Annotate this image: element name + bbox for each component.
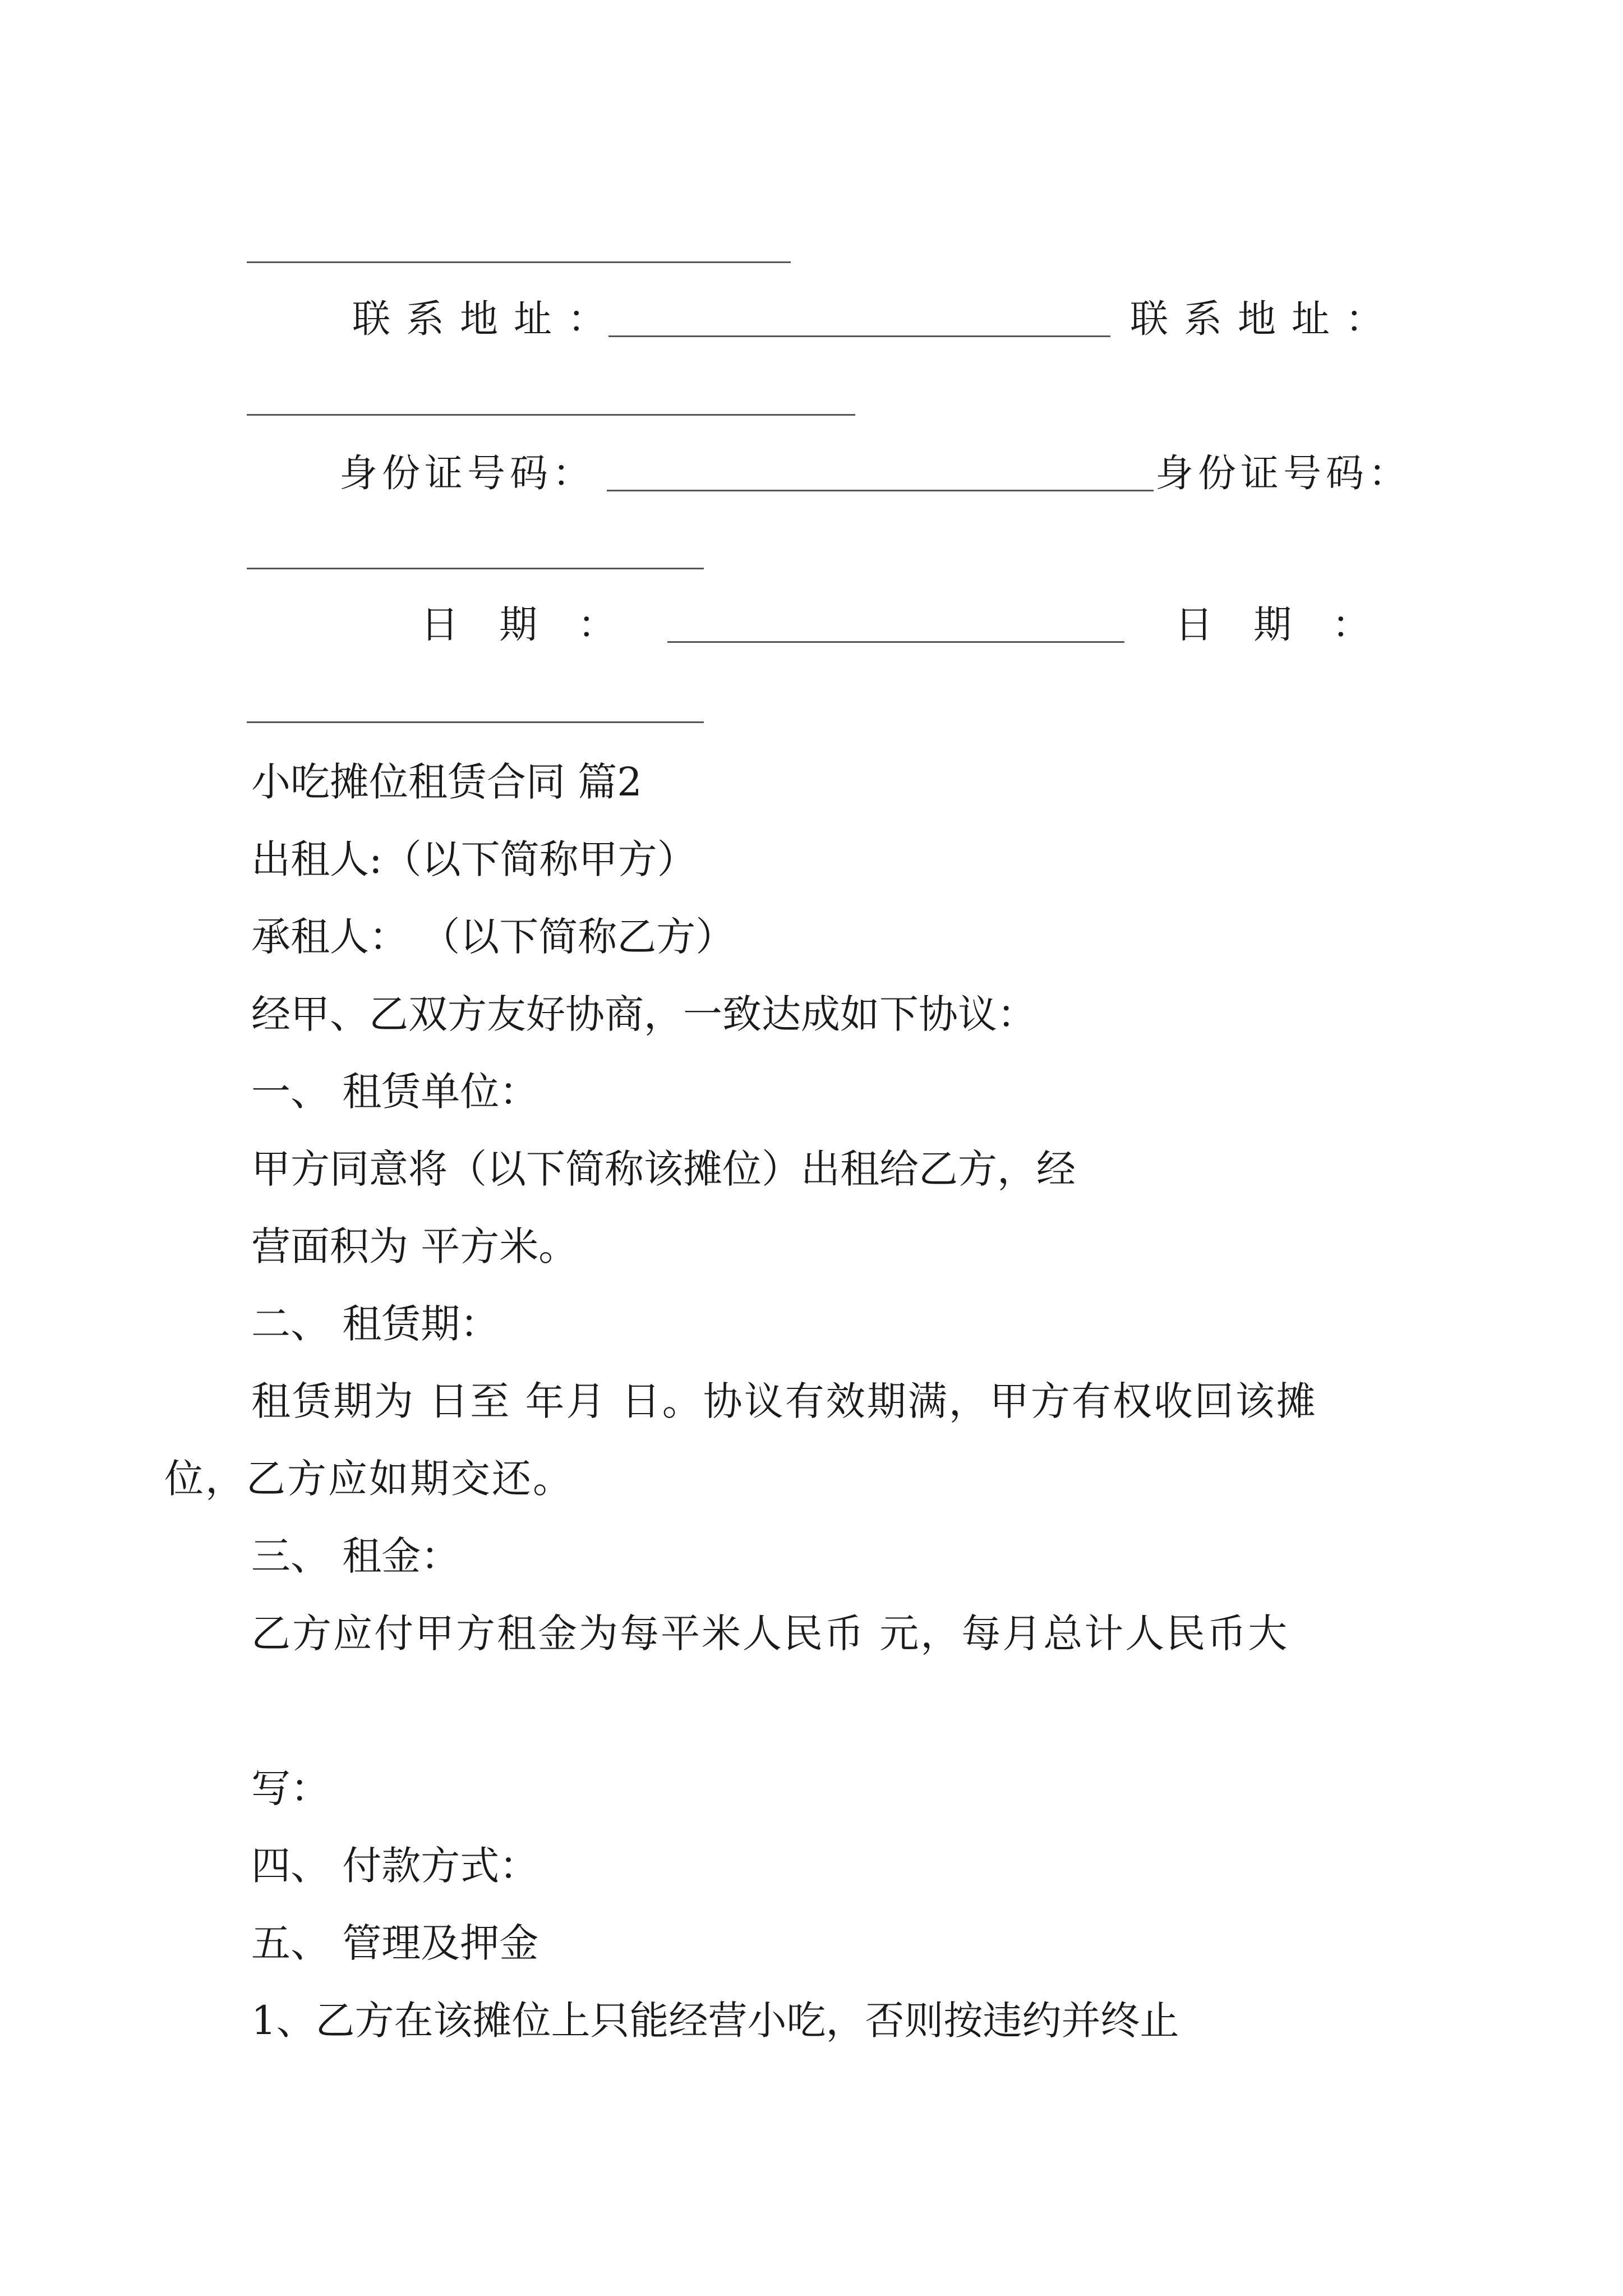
date-label-left-3: ： [578, 603, 616, 647]
lessor-line: 出租人:（以下简称甲方） [251, 836, 697, 882]
section-2-title: 二、 租赁期： [251, 1301, 500, 1347]
section-4-title: 四、 付款方式： [251, 1843, 539, 1889]
date-blank-right [247, 721, 704, 723]
section-1-body-line-1: 甲方同意将（以下简称该摊位）出租给乙方，经 [251, 1146, 1076, 1192]
section-2-body: 租赁期为 日至 年月 日。协议有效期满，甲方有权收回该摊位，乙方应如期交还。 [164, 1378, 1317, 1502]
date-label-right-2: 期 [1253, 603, 1292, 647]
id-label-right: 身份证号码： [1155, 452, 1412, 496]
section-3-body: 乙方应付甲方租金为每平米人民币 元，每月总计人民币大 [251, 1611, 1289, 1657]
address-label-right: 联系地址： [1130, 297, 1400, 342]
id-blank-right [247, 568, 704, 569]
section-3-body-line-2: 写： [251, 1765, 330, 1811]
date-blank-left [667, 641, 1124, 643]
section-1-body-line-2: 营面积为 平方米。 [251, 1223, 578, 1269]
address-blank-right [247, 414, 855, 416]
date-label-left-1: 日 [421, 603, 459, 647]
section-5-title: 五、 管理及押金 [251, 1920, 539, 1966]
address-row [0, 292, 1623, 348]
address-blank-left [608, 335, 1110, 337]
date-row [0, 597, 1623, 654]
lessee-line: 承租人： （以下简称乙方） [251, 914, 735, 960]
signature-line [247, 261, 791, 263]
intro-line: 经甲、乙双方友好协商，一致达成如下协议： [251, 991, 1036, 1037]
date-label-right-1: 日 [1175, 603, 1214, 647]
id-number-row [0, 446, 1623, 502]
date-label-left-2: 期 [499, 603, 538, 647]
date-label-right-3: ： [1332, 603, 1371, 647]
contract-title: 小吃摊位租赁合同 篇2 [251, 759, 642, 805]
id-blank-left [607, 490, 1154, 491]
section-1-title: 一、 租赁单位： [251, 1069, 539, 1115]
section-3-title: 三、 租金： [251, 1533, 460, 1579]
id-label-left: 身份证号码： [339, 452, 596, 496]
address-label-left: 联系地址： [352, 297, 622, 342]
section-5-item-1: 1、乙方在该摊位上只能经营小吃，否则按违约并终止 [251, 1998, 1179, 2044]
